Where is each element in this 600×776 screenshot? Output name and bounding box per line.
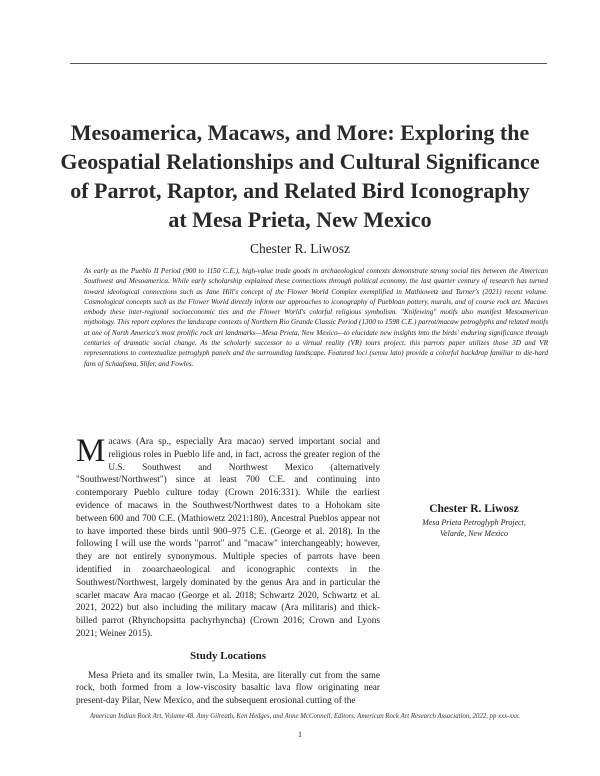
sidebar-affiliation-line1: Mesa Prieta Petroglyph Project, xyxy=(422,518,526,527)
top-rule xyxy=(70,63,547,64)
author-sidebar xyxy=(410,503,538,539)
abstract: As early as the Pueblo II Period (900 to 1150 C.E.), high-value trade goods in archaeological contexts demonstrate strong social ties between the American Southwest and Mesoamerica. While early scholarship explained these connections through political economy, the last quarter century of research has turned toward ideological connections such as Jane Hill's concept of the Flower World Complex exemplified in Mathiowetz and Turner's (2021) recent volume. Cosmological concepts such as the Flower World directly inform our approaches to iconography of Puebloan pottery, murals, and of course rock art. Macaws embody these inter-regional socioeconomic ties and the Flower World's colorful religious symbolism. "Knifewing" motifs also manifest Mesoamerican mythology. This report explores the landscape contexts of Northern Rio Grande Classic Period (1300 to 1598 C.E.) parrot/macaw petroglyphs and related motifs at one of North America's most prolific rock art landmarks—Mesa Prieta, New Mexico—to elucidate new insights into the birds' enduring significance through centuries of dramatic social change. As the scholarly successor to a virtual reality (VR) tours project, this parrots paper utilizes those 3D and VR representations to contextualize petroglyph panels and the surrounding landscape. Featured loci (sensu lato) provide a colorful backdrop familiar to die-hard fans of Schaafsma, Slifer, and Fowles. xyxy=(84,267,548,368)
body-column xyxy=(76,433,380,708)
first-paragraph-text: acaws (Ara sp., especially Ara macao) served important social and religious roles in Pueblo life and, in fact, across the greater region of the U.S. Southwest and Northwest Mexico (alternatively "Southwest/Northwest") since at least 700 C.E. and continuing into contemporary Pueblo culture today (Crown 2016:331). While the earliest evidence of macaws in the Southwest/Northwest dates to a Hohokam site between 600 and 700 C.E. (Mathiowetz 2021:180), Ancestral Pueblos appear not to have imported these birds until 900–975 C.E. (George et al. 2018). In the following I will use the words "parrot" and "macaw" interchangeably; however, they are not entirely synonymous. Multiple species of parrots have been identified in zooarchaeological and iconographic contexts in the Southwest/Northwest, largely dominated by the genus Ara and in particular the scarlet macaw Ara macao (George et al. 2018; Schwartz 2020, Schwartz et al. 2021, 2022) but also including the military macaw (Ara militaris) and thick-billed parrot (Rhynchopsitta pachyrhyncha) (Crown 2016; Crown and Lyons 2021; Weiner 2015). xyxy=(76,437,380,639)
sidebar-author-name: Chester R. Liwosz xyxy=(429,503,519,515)
first-paragraph xyxy=(76,433,380,641)
section-heading: Study Locations xyxy=(189,649,267,662)
page-number: 1 xyxy=(297,729,303,739)
drop-cap: M xyxy=(76,433,106,469)
sidebar-affiliation-line2: Velarde, New Mexico xyxy=(440,528,508,538)
author-name: Chester R. Liwosz xyxy=(249,241,351,256)
paper-title: Mesoamerica, Macaws, and More: Exploring the Geospatial Relationships and Cultural Significance of Parrot, Raptor, and Related Bird Iconography at Mesa Prieta, New Mexico xyxy=(60,120,540,232)
citation-footer: American Indian Rock Art, Volume 48. Amy Gilreath, Ken Hedges, and Anne McConnell, Editors. American Rock Art Research Association, 2022, pp xxx-xxx. xyxy=(89,713,521,720)
second-paragraph: Mesa Prieta and its smaller twin, La Mesita, are literally cut from the same rock, both formed from a low-viscosity basaltic lava flow originating near present-day Pilar, New Mexico, and the subsequent erosional cutting of the xyxy=(76,670,380,707)
